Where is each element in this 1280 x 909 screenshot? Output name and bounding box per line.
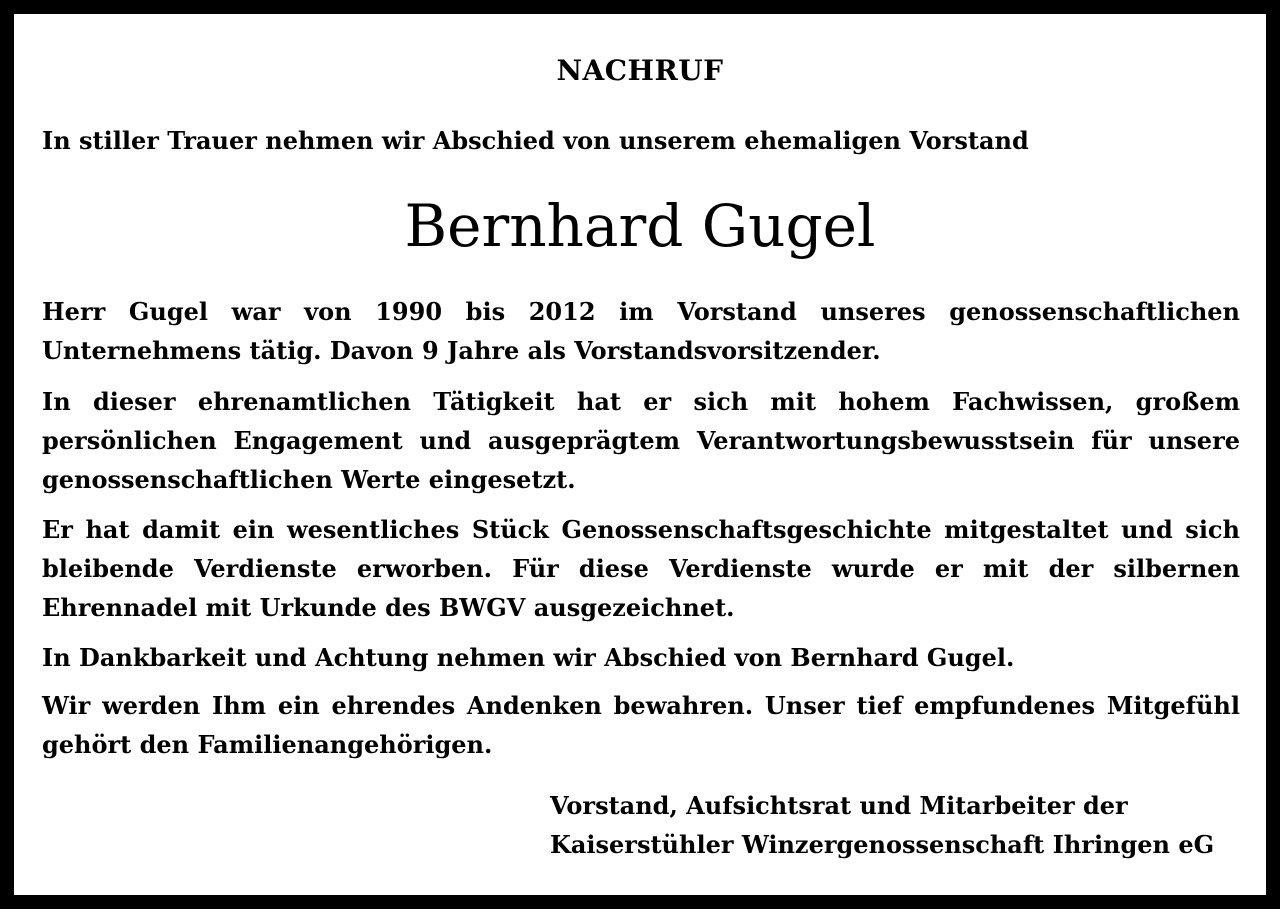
signature-block xyxy=(550,786,1214,864)
paragraph-career: Herr Gugel war von 1990 bis 2012 im Vorstand unseres genossenschaftlichen Unternehmens tätig. Davon 9 Jahre als Vorstandsvorsitzender. xyxy=(42,297,1240,365)
paragraph-engagement: In dieser ehrenamtlichen Tätigkeit hat er sich mit hohem Fachwissen, großem persönlichen Engagement und ausgeprägtem Verantwortungsbewusstsein für unsere genossenschaftlichen Werte eingesetzt. xyxy=(42,387,1240,494)
signature-line-1: Vorstand, Aufsichtsrat und Mitarbeiter der xyxy=(550,791,1128,820)
paragraph-honors: Er hat damit ein wesentliches Stück Genossenschaftsgeschichte mitgestaltet und sich bleibende Verdienste erworben. Für diese Verdienste wurde er mit der silbernen Ehrennadel mit Urkunde des BWGV ausgezeichnet. xyxy=(42,515,1240,622)
deceased-name: Bernhard Gugel xyxy=(404,192,876,260)
obituary-notice xyxy=(14,14,1266,895)
intro-line: In stiller Trauer nehmen wir Abschied von unserem ehemaligen Vorstand xyxy=(42,126,1029,155)
paragraph-farewell: In Dankbarkeit und Achtung nehmen wir Abschied von Bernhard Gugel. xyxy=(42,643,1015,672)
paragraph-condolence: Wir werden Ihm ein ehrendes Andenken bewahren. Unser tief empfundenes Mitgefühl gehört den Familienangehörigen. xyxy=(42,691,1240,759)
signature-line-2: Kaiserstühler Winzergenossenschaft Ihringen eG xyxy=(550,830,1215,859)
notice-heading: NACHRUF xyxy=(556,54,724,87)
